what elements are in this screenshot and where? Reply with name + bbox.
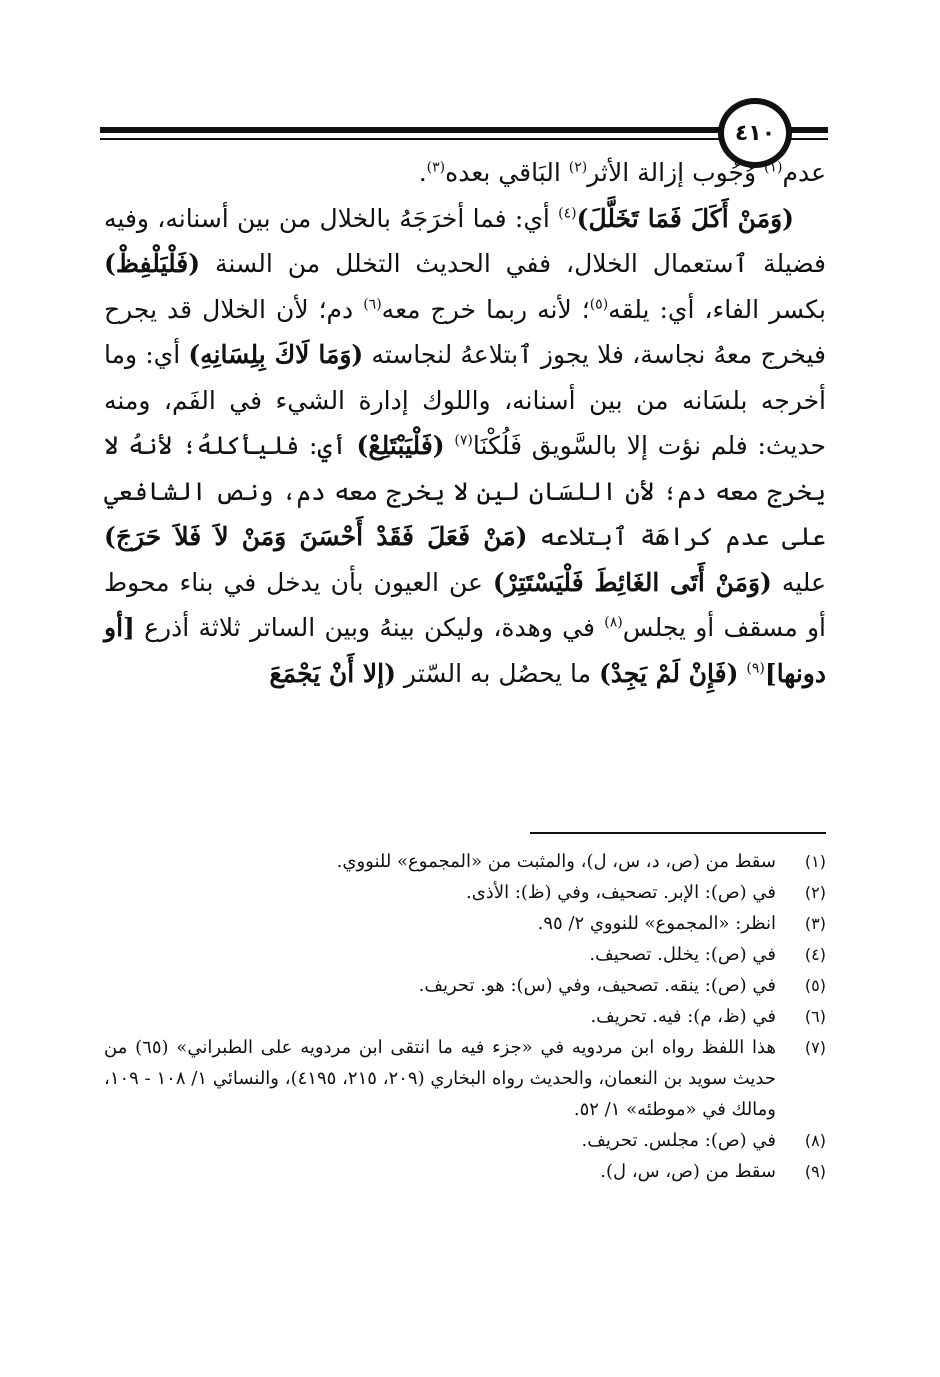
- footnote-ref-9: (٩): [746, 660, 765, 677]
- text-run: البَاقي بعده: [445, 158, 569, 187]
- footnote-number: (٩): [804, 1162, 826, 1181]
- footnote-text: سقط من (ص، د، س، ل)، والمثبت من «المجموع» للنووي.: [336, 851, 776, 872]
- text-run: عدم: [782, 158, 826, 187]
- footnote-ref-7: (٧): [454, 432, 473, 449]
- footnote-ref-8: (٨): [604, 614, 623, 631]
- footnote-number: (٤): [804, 945, 826, 964]
- matn-highlight: (فَلْيَبْتَلِعْ): [356, 431, 445, 460]
- footnote-item: [104, 939, 826, 970]
- footnote-item: [104, 908, 826, 939]
- matn-highlight: [أو دونها]: [104, 613, 826, 688]
- footnote-number: (٦): [804, 1007, 826, 1026]
- text-run: ؛ لأنه ربما خرج معه: [381, 294, 590, 324]
- footnote-number: (٧): [804, 1038, 826, 1057]
- page-number: ٤١٠: [734, 120, 776, 146]
- text-run: أي: وما أخرجه بلسَانه من بين أسنانه، واللوك إدارة الشيء في الفَم، ومنه حديث: فلم نؤت إلا بالسَّويق فَلُكْنَا: [104, 340, 826, 460]
- footnote-number: (٥): [804, 976, 826, 995]
- matn-highlight: (وَمَنْ أَتَى الغَائِطَ فَلْيَسْتَتِرْ): [492, 567, 772, 597]
- footnote-ref-3: (٣): [426, 159, 446, 176]
- footnote-item: [104, 1032, 826, 1125]
- text-run: [445, 431, 455, 460]
- text-run: أي: فما أخرَجَهُ بالخلال من بين أسنانه، وفيه فضيلة ٱستعمال الخلال، ففي الحديث التخلل من السنة: [104, 203, 826, 278]
- matn-highlight: (وَمَا لَاكَ بِلِسَانِهِ): [188, 340, 364, 369]
- text-run: ما يحصُل به السّتر: [395, 658, 599, 688]
- text-run: بكسر الفاء، أي: يلقه: [608, 294, 826, 324]
- footnote-number: (٢): [804, 883, 826, 902]
- paragraph-2: [104, 196, 826, 697]
- text-run: عن العيون بأن يدخل في بناء محوط أو مسقف أو يجلس: [104, 567, 826, 642]
- paragraph-1: [104, 150, 826, 196]
- footnote-separator: [530, 832, 826, 834]
- footnote-item: [104, 1156, 826, 1187]
- main-text: [104, 150, 826, 696]
- matn-highlight: (فَلْيَلْفِظْ): [104, 249, 201, 278]
- matn-highlight: (فَإِنْ لَمْ يَجِدْ): [598, 658, 739, 688]
- footnote-item: [104, 877, 826, 908]
- text-run: .: [418, 158, 427, 187]
- footnote-text: في (ص): ينقه. تصحيف، وفي (س): هو. تحريف.: [418, 975, 776, 996]
- matn-highlight: (إلا أَنْ يَجْمَعَ: [269, 658, 396, 688]
- footnote-number: (٣): [804, 914, 826, 933]
- footnote-ref-2: (٢): [568, 159, 588, 176]
- text-run: عليه: [771, 567, 826, 597]
- footnote-text: في (ص): يخلل. تصحيف.: [589, 944, 776, 965]
- footnote-number: (١): [804, 852, 826, 871]
- text-run: أي: فليأكلهُ؛ لأنهُ لا يخرج معه دم؛ لأن اللسَان لين لا يخرج معه دم، ونص الشافعي على عدم كراهَة ٱبتلاعه: [104, 431, 826, 551]
- footnote-text: سقط من (ص، س، ل).: [600, 1161, 776, 1182]
- footnote-text: في (ص): الإبر. تصحيف، وفي (ظ): الأذى.: [466, 882, 776, 903]
- footnote-number: (٨): [804, 1131, 826, 1150]
- footnote-text: هذا اللفظ رواه ابن مردويه في «جزء فيه ما انتقى ابن مردويه على الطبراني» (٦٥) من حديث سويد بن النعمان، والحديث رواه البخاري (٢٠٩، ٢١٥، ٤١٩٥)، والنسائي ١/ ١٠٨ - ١٠٩، ومالك في «موطئه» ١/ ٥٢.: [104, 1037, 777, 1120]
- header-rule-thin: [100, 138, 720, 140]
- footnote-item: [104, 846, 826, 877]
- footnote-ref-1: (١): [764, 159, 783, 176]
- footnote-ref-4: (٤): [558, 205, 577, 222]
- footnote-item: [104, 1125, 826, 1156]
- footnotes: [104, 846, 826, 1187]
- footnote-ref-6: (٦): [363, 296, 382, 313]
- text-run: دم؛ لأن الخلال قد يجرح فيخرج معهُ نجاسة، فلا يجوز ٱبتلاعهُ لنجاسته: [104, 294, 827, 369]
- header-rule-right-thin: [790, 138, 828, 140]
- footnote-text: في (ص): مجلس. تحريف.: [581, 1130, 776, 1151]
- footnote-text: في (ظ، م): فيه. تحريف.: [590, 1006, 776, 1027]
- header-rule-thick: [100, 127, 720, 133]
- footnote-ref-5: (٥): [589, 296, 609, 313]
- matn-highlight: (مَنْ فَعَلَ فَقَدْ أَحْسَنَ وَمَنْ لاَ فَلاَ حَرَجَ): [104, 522, 528, 551]
- footnote-text: انظر: «المجموع» للنووي ٢/ ٩٥.: [537, 913, 776, 934]
- header-rule-right-thick: [790, 127, 828, 133]
- footnote-item: [104, 970, 826, 1001]
- text-run: في وهدة، وليكن بينهُ وبين الساتر ثلاثة أذرع: [134, 613, 605, 642]
- matn-highlight: (وَمَنْ أَكَلَ فَمَا تَخَلَّلَ): [576, 203, 795, 233]
- text-run: وُجُوب إزالة الأثر: [587, 158, 764, 187]
- footnote-item: [104, 1001, 826, 1032]
